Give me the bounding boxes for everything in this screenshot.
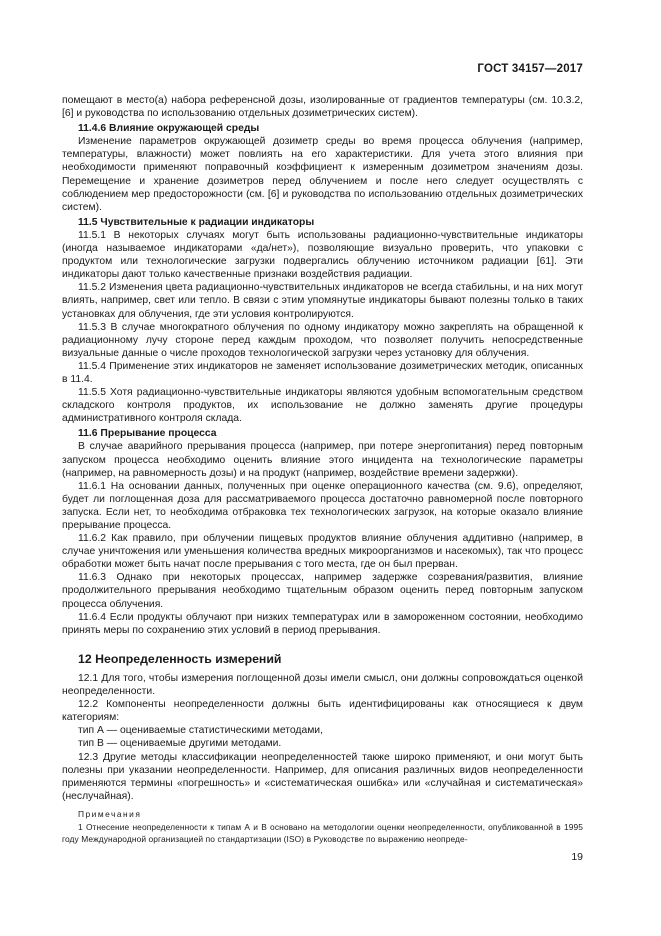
paragraph-11-6-2: 11.6.2 Как правило, при облучении пищевых продуктов влияние облучения аддитивно (например, в случае уничтожения или уменьшения количества вредных микроорганизмов и насекомых), так что процесс обработки может быть начат после прерывания с того места, где он был прерван. xyxy=(62,533,583,571)
paragraph-11-5-4: 11.5.4 Применение этих индикаторов не заменяет использование дозиметрических методик, описанных в 11.4. xyxy=(62,360,583,385)
paragraph-11-6-1: 11.6.1 На основании данных, полученных при оценке операционного качества (см. 9.6), определяют, будет ли поглощенная доза для рассматриваемого процесса достаточно равномерной после повторного запуска. Если нет, то необходима отбраковка тех технологических загрузок, на которые оказало влияние прерывание процесса. xyxy=(62,480,583,531)
document-body xyxy=(62,94,583,845)
paragraph-11-5-3: 11.5.3 В случае многократного облучения по одному индикатору можно закреплять на обращенной к радиационному лучу стороне перед каждым проходом, что позволяет получить непосредственные визуальные данные о числе проходов технологической загрузки через установку для облучения. xyxy=(62,321,583,359)
paragraph: Изменение параметров окружающей дозиметр среды во время процесса облучения (например, температуры, влажности) может повлиять на его характеристики. Для учета этого влияния при необходимости применяют поправочный коэффициент к измеренным дозиметром значениям дозы. Перемещение и хранение дозиметров перед облучением и после него следует осуществлять с соблюдением мер предосторожности (см. [6] и руководства по использованию отдельных дозиметрических систем). xyxy=(62,136,583,213)
subsection-heading-11-4-6: 11.4.6 Влияние окружающей среды xyxy=(78,123,260,135)
paragraph-11-5-1: 11.5.1 В некоторых случаях могут быть использованы радиационно-чувствительные индикаторы (иногда называемое индикаторами «да/нет»), позволяющие визуально проверить, что упаковки с продуктом или технологические загрузки подвергались облучению источником радиации [61]. Эти индикаторы дают только качественные признаки воздействия радиации. xyxy=(62,229,583,281)
paragraph-11-6-4: 11.6.4 Если продукты облучают при низких температурах или в замороженном состоянии, необходимо принять меры по сохранению этих условий в период прерывания. xyxy=(62,611,583,636)
paragraph-12-3: 12.3 Другие методы классификации неопределенностей также широко применяют, и они могут быть полезны при указании неопределенности. Например, для описания различных видов неопределенности применяются термины «погрешность» и «систематическая ошибка» или «случайная и систематическая» (неслучайная). xyxy=(62,751,583,802)
paragraph-12-2: 12.2 Компоненты неопределенности должны быть идентифицированы как относящиеся к двум категориям: xyxy=(62,699,583,724)
note-1: 1 Отнесение неопределенности к типам А и В основано на методологии оценки неопределенности, опубликованной в 1995 году Международной организацией по стандартизации (ISO) в Руководстве по выражению неопреде- xyxy=(62,821,583,844)
paragraph-11-5-5: 11.5.5 Хотя радиационно-чувствительные индикаторы являются удобным вспомогательным средством складского контроля продуктов, их использование не должно заменять другие процедуры административного контроля склада. xyxy=(62,387,583,425)
paragraph: В случае аварийного прерывания процесса (например, при потере энергопитания) перед повторным запуском процесса необходимо оценить влияние этого инцидента на технологические параметры (например, на равномерность дозы) и на продукт (например, воздействие времени задержки). xyxy=(62,441,583,479)
list-item-type-b: тип В — оцениваемые другими методами. xyxy=(78,738,282,750)
paragraph-continuation: помещают в место(а) набора референсной дозы, изолированные от градиентов температуры (см. 10.3.2, [6] и руководства по использованию отдельных дозиметрических систем). xyxy=(62,95,583,120)
page-number: 19 xyxy=(571,851,583,863)
document-code-header: ГОСТ 34157—2017 xyxy=(477,63,583,75)
notes-title: Примечания xyxy=(78,808,142,819)
list-item-type-a: тип А — оцениваемые статистическими методами, xyxy=(78,725,323,737)
paragraph-11-5-2: 11.5.2 Изменения цвета радиационно-чувствительных индикаторов не всегда стабильны, и на них могут влиять, например, свет или тепло. В связи с этим упомянутые индикаторы бывают полезны только в таких установках для облучения, где эти условия контролируются. xyxy=(62,282,583,320)
section-heading-12: 12 Неопределенность измерений xyxy=(78,651,282,666)
paragraph-12-1: 12.1 Для того, чтобы измерения поглощенной дозы имели смысл, они должны сопровождаться оценкой неопределенности. xyxy=(62,672,583,698)
subsection-heading-11-6: 11.6 Прерывание процесса xyxy=(78,428,217,440)
paragraph-11-6-3: 11.6.3 Однако при некоторых процессах, например задержке созревания/развития, влияние продолжительного прерывания необходимо тщательным образом оценить перед повторным запуском процесса облучения. xyxy=(62,572,583,610)
subsection-heading-11-5: 11.5 Чувствительные к радиации индикаторы xyxy=(78,216,315,228)
